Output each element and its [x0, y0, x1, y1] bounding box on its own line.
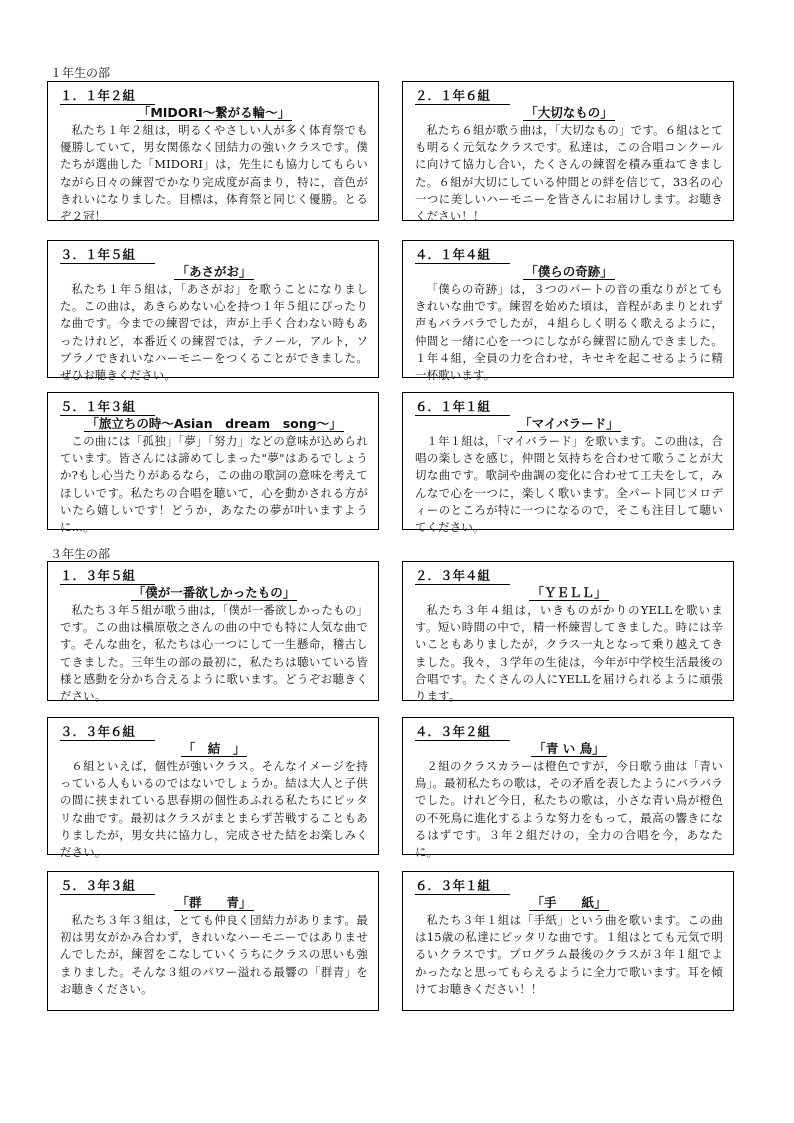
song-title: 「 結 」: [182, 741, 246, 756]
class-card-1-1: [402, 392, 734, 535]
song-title: 「旅立ちの時～Asian dream song～」: [86, 416, 342, 431]
class-card-1-5: [47, 240, 379, 383]
class-card-3-2: [402, 717, 734, 860]
song-title: 「僕が一番欲しかったもの」: [132, 585, 296, 600]
card-description: 私たち３年１組は「手紙」という曲を歌います。この曲は15歳の私達にピッタリな曲です。１組はとても元気で明るいクラスです。プログラム最後のクラスが３年１組でよかったなと思ってもらえるように全力で歌います。耳を傾けてお聴きください！！: [415, 913, 723, 996]
class-card-3-6: [47, 717, 379, 860]
card-description: 私たち３年４組は，いきものがかりのYELLを歌います。短い時間の中で，精一杯練習してきました。時には辛いこともありましたが，クラス一丸となって乗り越えてきました。我々，３学年の生徒は，今年が中学校生活最後の合唱です。たくさんの人にYELLを届けられるように頑張ります。: [415, 603, 723, 704]
card-heading: ２．１年６組: [415, 88, 510, 105]
class-card-3-1: [402, 871, 734, 1011]
song-title: 「僕らの奇跡」: [525, 264, 613, 279]
card-heading: ４．１年４組: [415, 247, 510, 264]
card-description: 「僕らの奇跡」は，３つのパートの音の重なりがとてもきれいな曲です。練習を始めた頃は，音程があまりとれず声もバラバラでしたが，４組らしく明るく歌えるように，仲間と一緒に心を一つにしながら練習に励んできました。１年４組，全員の力を合わせ，キセキを起こせるように精一杯歌います。: [415, 282, 723, 383]
class-card-3-5: [47, 561, 379, 704]
class-card-3-3: [47, 871, 379, 1011]
song-title: 「青 い 鳥」: [533, 741, 605, 756]
section-title-grade1: １年生の部: [50, 66, 111, 80]
card-heading: ５．３年３組: [60, 878, 155, 895]
card-description: 私たち１年５組は，「あさがお」を歌うことになりました。この曲は，あきらめない心を持つ１年５組にぴったりな曲です。今までの練習では，声が上手く合わない時もあったけれど，本番近くの練習では，テノール，アルト，ソプラノできれいなハーモニーをつくることができました。ぜひお聴きください。: [60, 282, 368, 383]
card-heading: ５．１年３組: [60, 399, 155, 416]
class-card-1-3: [47, 392, 379, 535]
song-title: 「ＹＥＬＬ」: [531, 585, 607, 600]
card-heading: ６．３年１組: [415, 878, 510, 895]
card-description: 私たち６組が歌う曲は，「大切なもの」です。６組はとても明るく元気なクラスです。私達は，この合唱コンクールに向けて協力し合い，たくさんの練習を積み重ねてきました。６組が大切にしている仲間との絆を信じて，33名の心一つに美しいハーモニーを皆さんにお届けします。お聴きください！！: [415, 123, 723, 224]
card-heading: ３．３年６組: [60, 724, 155, 741]
card-description: ２組のクラスカラーは橙色ですが，今日歌う曲は「青い鳥」。最初私たちの歌は，その矛盾を表したようにバラバラでした。けれど今日，私たちの歌は，小さな青い鳥が橙色の不死鳥に進化するような努力をもって，最高の響きになるはずです。３年２組だけの，全力の合唱を今，あなたに。: [415, 759, 723, 860]
class-card-1-2: [47, 81, 379, 224]
song-title: 「大切なもの」: [525, 105, 613, 120]
card-description: ６組といえば，個性が強いクラス。そんなイメージを持っている人もいるのではないでしょうか。結は大人と子供の間に挟まれている思春期の個性あふれる私たちにピッタリな曲です。最初はクラスがまとまらず苦戦することもありましたが，男女共に協力し，完成させた結をお楽しみください。: [60, 759, 368, 860]
card-description: 私たち３年３組は，とても仲良く団結力があります。最初は男女がかみ合わず，きれいなハーモニーではありませんでしたが，練習をこなしていくうちにクラスの思いも強まりました。そんな３組のパワー溢れる最響の「群青」をお聴きください。: [60, 913, 368, 996]
class-card-3-4: [402, 561, 734, 704]
class-card-1-6: [402, 81, 734, 224]
song-title: 「手 紙」: [531, 895, 607, 910]
song-title: 「MIDORI～繋がる輪～」: [137, 105, 291, 120]
card-heading: １．１年２組: [60, 88, 155, 105]
card-description: 私たち３年５組が歌う曲は，「僕が一番欲しかったもの」です。この曲は槇原敬之さんの曲の中でも特に人気な曲です。そんな曲を，私たちは心一つにして一生懸命，稽古してきました。三年生の部の最初に，私たちは聴いている皆様と感動を分かち合えるように歌います。どうぞお聴きください。: [60, 603, 368, 704]
card-description: １年１組は，「マイバラード」を歌います。この曲は，合唱の楽しさを感じ，仲間と気持ちを合わせて歌うことが大切な曲です。歌詞や曲調の変化に合わせて工夫をして，みんなで心を一つに，楽しく歌います。全パート同じメロディーのところが特に一つになるので，そこも注目して聴いてください。: [415, 434, 723, 535]
song-title: 「群 青」: [176, 895, 252, 910]
card-heading: ６．１年１組: [415, 399, 510, 416]
card-description: 私たち１年２組は，明るくやさしい人が多く体育祭でも優勝していて，男女関係なく団結力の強いクラスです。僕たちが選曲した「MIDORI」は，先生にも協力してもらいながら日々の練習でかなり完成度が高まり，特に，音色がきれいになりました。目標は，体育祭と同じく優勝。とるぞ２冠！: [60, 123, 368, 224]
card-heading: １．３年５組: [60, 568, 155, 585]
card-heading: ４．３年２組: [415, 724, 510, 741]
song-title: 「あさがお」: [176, 264, 252, 279]
section-title-grade3: ３年生の部: [50, 547, 111, 561]
card-heading: ２．３年４組: [415, 568, 510, 585]
card-description: この曲には「孤独」「夢」「努力」などの意味が込められています。皆さんには諦めてしまった"夢"はあるでしょうか?もし心当たりがあるなら，この曲の歌詞の意味を考えてほしいです。私たちの合唱を聴いて，心を動かされる方がいたら嬉しいです！どうか，あなたの夢が叶いますように…。: [60, 434, 368, 535]
class-card-1-4: [402, 240, 734, 383]
song-title: 「マイバラード」: [519, 416, 619, 431]
card-heading: ３．１年５組: [60, 247, 155, 264]
